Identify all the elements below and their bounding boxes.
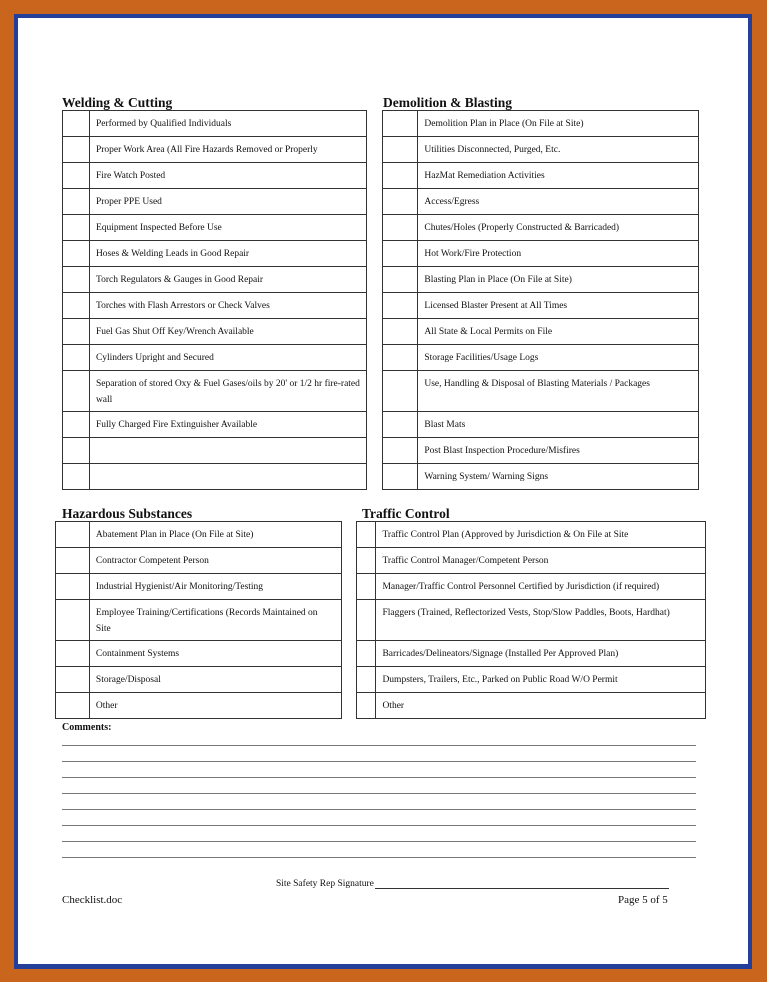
checklist-item: Hoses & Welding Leads in Good Repair xyxy=(89,241,367,267)
checklist-item: Separation of stored Oxy & Fuel Gases/oils by 20' or 1/2 hr fire-rated wall xyxy=(89,371,367,412)
check-box[interactable] xyxy=(357,600,376,641)
column-gap xyxy=(367,438,383,464)
checklist-item: Other xyxy=(376,693,706,719)
check-box[interactable] xyxy=(56,600,90,641)
check-box[interactable] xyxy=(63,163,90,189)
checklist-item: Contractor Competent Person xyxy=(89,548,341,574)
check-box[interactable] xyxy=(63,438,90,464)
check-box[interactable] xyxy=(357,667,376,693)
check-box[interactable] xyxy=(56,641,90,667)
checklist-row xyxy=(63,189,699,215)
checklist-item: Blast Mats xyxy=(418,412,699,438)
check-box[interactable] xyxy=(63,137,90,163)
check-box[interactable] xyxy=(383,267,418,293)
column-gap xyxy=(367,267,383,293)
checklist-row xyxy=(56,693,706,719)
column-gap xyxy=(341,574,357,600)
checklist-item: Other xyxy=(89,693,341,719)
check-box[interactable] xyxy=(383,412,418,438)
comment-line[interactable] xyxy=(62,777,696,778)
checklist-row xyxy=(63,137,699,163)
column-gap xyxy=(367,345,383,371)
demolition-title: Demolition & Blasting xyxy=(383,95,513,110)
checklist-row xyxy=(56,574,706,600)
check-box[interactable] xyxy=(357,522,376,548)
checklist-row xyxy=(63,412,699,438)
checklist-item: Containment Systems xyxy=(89,641,341,667)
check-box[interactable] xyxy=(357,548,376,574)
check-box[interactable] xyxy=(357,693,376,719)
checklist-item: Flaggers (Trained, Reflectorized Vests, Stop/Slow Paddles, Boots, Hardhat) xyxy=(376,600,706,641)
comment-line[interactable] xyxy=(62,745,696,746)
checklist-item: Barricades/Delineators/Signage (Installed Per Approved Plan) xyxy=(376,641,706,667)
checklist-item: Fire Watch Posted xyxy=(89,163,367,189)
check-box[interactable] xyxy=(63,215,90,241)
check-box[interactable] xyxy=(56,522,90,548)
checklist-item: Equipment Inspected Before Use xyxy=(89,215,367,241)
checklist-item: Use, Handling & Disposal of Blasting Materials / Packages xyxy=(418,371,699,412)
checklist-row xyxy=(56,600,706,641)
checklist-item: Cylinders Upright and Secured xyxy=(89,345,367,371)
checklist-row xyxy=(63,319,699,345)
checklist-row xyxy=(63,371,699,412)
check-box[interactable] xyxy=(383,293,418,319)
checklist-row xyxy=(63,267,699,293)
checklist-item: Demolition Plan in Place (On File at Site) xyxy=(418,111,699,137)
check-box[interactable] xyxy=(63,267,90,293)
comments-label: Comments: xyxy=(62,722,112,733)
column-gap xyxy=(367,319,383,345)
checklist-item: Industrial Hygienist/Air Monitoring/Testing xyxy=(89,574,341,600)
checklist-row xyxy=(56,548,706,574)
checklist-item: Blasting Plan in Place (On File at Site) xyxy=(418,267,699,293)
column-gap xyxy=(367,464,383,490)
checklist-item: Performed by Qualified Individuals xyxy=(89,111,367,137)
checklist-item: Storage Facilities/Usage Logs xyxy=(418,345,699,371)
checklist-item: HazMat Remediation Activities xyxy=(418,163,699,189)
checklist-item: Storage/Disposal xyxy=(89,667,341,693)
checklist-item: Dumpsters, Trailers, Etc., Parked on Public Road W/O Permit xyxy=(376,667,706,693)
comment-line[interactable] xyxy=(62,809,696,810)
checklist-item: All State & Local Permits on File xyxy=(418,319,699,345)
check-box[interactable] xyxy=(63,241,90,267)
checklist-item: Torches with Flash Arrestors or Check Valves xyxy=(89,293,367,319)
check-box[interactable] xyxy=(63,293,90,319)
check-box[interactable] xyxy=(63,412,90,438)
checklist-item: Fully Charged Fire Extinguisher Available xyxy=(89,412,367,438)
checklist-item xyxy=(89,438,367,464)
checklist-item: Traffic Control Plan (Approved by Jurisdiction & On File at Site xyxy=(376,522,706,548)
column-gap xyxy=(367,293,383,319)
welding-demolition-table xyxy=(62,110,699,490)
checklist-item: Chutes/Holes (Properly Constructed & Barricaded) xyxy=(418,215,699,241)
signature-line[interactable] xyxy=(375,878,669,889)
check-box[interactable] xyxy=(383,371,418,412)
checklist-item: Manager/Traffic Control Personnel Certified by Jurisdiction (if required) xyxy=(376,574,706,600)
signature-label: Site Safety Rep Signature xyxy=(276,879,374,889)
check-box[interactable] xyxy=(383,215,418,241)
comment-line[interactable] xyxy=(62,825,696,826)
checklist-item: Hot Work/Fire Protection xyxy=(418,241,699,267)
column-gap xyxy=(367,371,383,412)
check-box[interactable] xyxy=(56,693,90,719)
checklist-row xyxy=(63,345,699,371)
check-box[interactable] xyxy=(56,548,90,574)
checklist-item: Licensed Blaster Present at All Times xyxy=(418,293,699,319)
check-box[interactable] xyxy=(63,111,90,137)
comment-line[interactable] xyxy=(62,857,696,858)
hazardous-traffic-table xyxy=(55,521,706,719)
checklist-row xyxy=(56,667,706,693)
comment-line[interactable] xyxy=(62,761,696,762)
checklist-item: Warning System/ Warning Signs xyxy=(418,464,699,490)
comment-line[interactable] xyxy=(62,841,696,842)
check-box[interactable] xyxy=(383,464,418,490)
column-gap xyxy=(341,693,357,719)
checklist-item: Traffic Control Manager/Competent Person xyxy=(376,548,706,574)
check-box[interactable] xyxy=(383,241,418,267)
check-box[interactable] xyxy=(383,163,418,189)
check-box[interactable] xyxy=(56,574,90,600)
check-box[interactable] xyxy=(383,111,418,137)
checklist-item xyxy=(89,464,367,490)
checklist-row xyxy=(63,163,699,189)
column-gap xyxy=(367,189,383,215)
column-gap xyxy=(341,667,357,693)
checklist-item: Post Blast Inspection Procedure/Misfires xyxy=(418,438,699,464)
column-gap xyxy=(367,111,383,137)
column-gap xyxy=(341,548,357,574)
checklist-row xyxy=(63,293,699,319)
document-page xyxy=(18,18,748,964)
checklist-item: Abatement Plan in Place (On File at Site) xyxy=(89,522,341,548)
check-box[interactable] xyxy=(383,189,418,215)
checklist-row xyxy=(63,464,699,490)
checklist-item: Proper PPE Used xyxy=(89,189,367,215)
column-gap xyxy=(341,522,357,548)
column-gap xyxy=(341,641,357,667)
check-box[interactable] xyxy=(63,345,90,371)
check-box[interactable] xyxy=(56,667,90,693)
welding-title: Welding & Cutting xyxy=(62,95,173,110)
checklist-item: Employee Training/Certifications (Records Maintained on Site xyxy=(89,600,341,641)
traffic-title: Traffic Control xyxy=(362,506,450,521)
check-box[interactable] xyxy=(63,319,90,345)
check-box[interactable] xyxy=(63,464,90,490)
check-box[interactable] xyxy=(63,371,90,412)
checklist-item: Torch Regulators & Gauges in Good Repair xyxy=(89,267,367,293)
check-box[interactable] xyxy=(383,345,418,371)
checklist-row xyxy=(63,241,699,267)
hazardous-title: Hazardous Substances xyxy=(62,506,193,521)
check-box[interactable] xyxy=(383,438,418,464)
column-gap xyxy=(367,241,383,267)
check-box[interactable] xyxy=(383,319,418,345)
column-gap xyxy=(367,137,383,163)
column-gap xyxy=(367,163,383,189)
column-gap xyxy=(367,412,383,438)
checklist-row xyxy=(63,111,699,137)
column-gap xyxy=(367,215,383,241)
checklist-row xyxy=(63,215,699,241)
check-box[interactable] xyxy=(383,137,418,163)
checklist-item: Utilities Disconnected, Purged, Etc. xyxy=(418,137,699,163)
checklist-row xyxy=(63,438,699,464)
footer-filename: Checklist.doc xyxy=(62,894,123,906)
check-box[interactable] xyxy=(357,641,376,667)
checklist-item: Access/Egress xyxy=(418,189,699,215)
signature-field xyxy=(276,878,669,889)
footer-page-number: Page 5 of 5 xyxy=(618,894,668,906)
checklist-row xyxy=(56,522,706,548)
checklist-item: Proper Work Area (All Fire Hazards Removed or Properly xyxy=(89,137,367,163)
check-box[interactable] xyxy=(63,189,90,215)
checklist-row xyxy=(56,641,706,667)
comment-line[interactable] xyxy=(62,793,696,794)
column-gap xyxy=(341,600,357,641)
checklist-item: Fuel Gas Shut Off Key/Wrench Available xyxy=(89,319,367,345)
check-box[interactable] xyxy=(357,574,376,600)
